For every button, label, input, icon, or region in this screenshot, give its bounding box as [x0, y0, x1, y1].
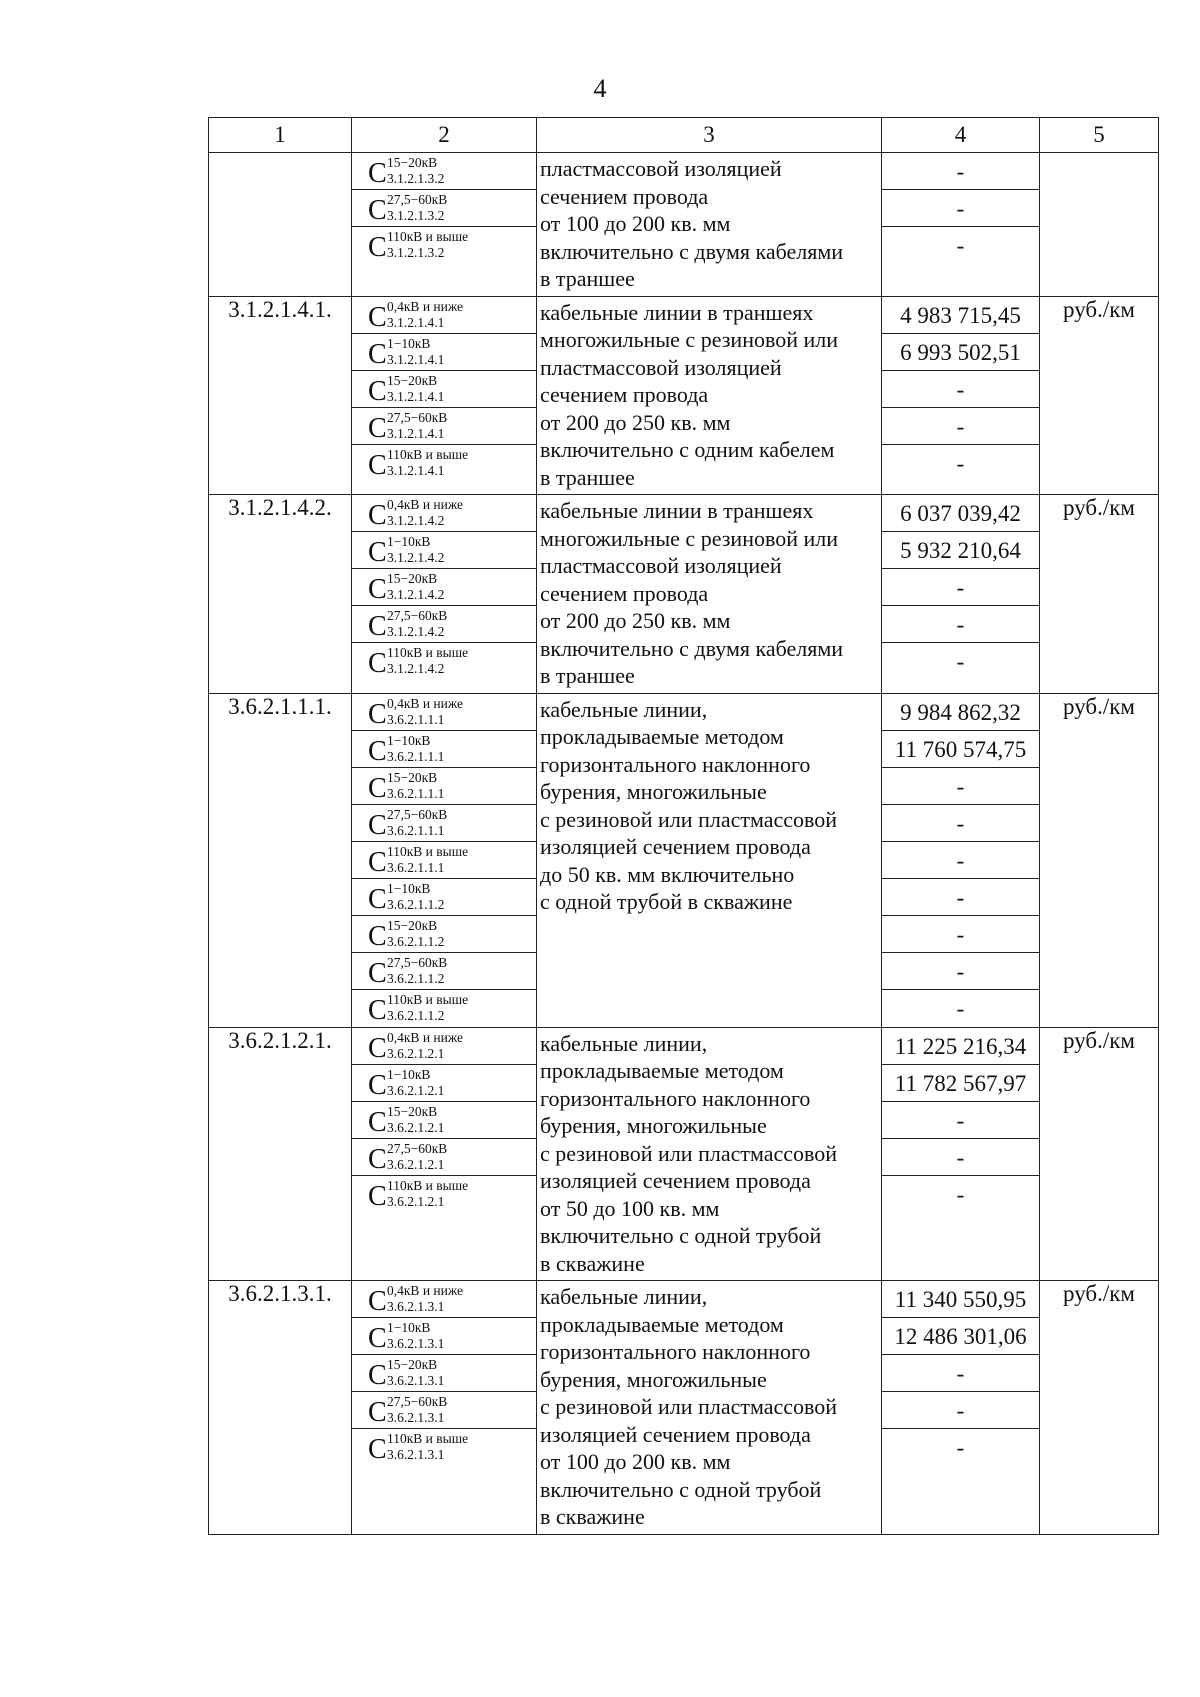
voltage-class: 110кВ и выше	[387, 1177, 469, 1193]
header-col-1: 1	[209, 118, 352, 153]
symbol-cell	[352, 1355, 536, 1392]
description-line: включительно с двумя кабелями	[540, 635, 844, 661]
symbol-cell	[352, 606, 536, 643]
rate-index: 3.6.2.1.1.1	[387, 859, 445, 875]
symbol-cell	[352, 953, 536, 990]
table-group	[209, 296, 1159, 495]
rate-symbol	[352, 371, 536, 407]
table-group	[209, 1281, 1159, 1535]
symbol-cell	[352, 227, 536, 264]
symbol-letter: C	[368, 375, 387, 407]
symbol-letter: C	[368, 158, 387, 189]
symbol-cell	[352, 1102, 536, 1139]
group-unit: руб./км	[1040, 693, 1159, 1027]
rate-index: 3.1.2.1.4.1	[387, 314, 445, 330]
symbol-letter: C	[368, 1323, 387, 1354]
rate-symbol	[352, 1139, 536, 1175]
rate-value: -	[882, 879, 1039, 916]
voltage-class: 110кВ и выше	[387, 446, 469, 462]
group-values	[882, 1281, 1040, 1535]
voltage-class: 27,5−60кВ	[387, 192, 448, 207]
symbol-letter: C	[368, 1069, 387, 1101]
rate-value: -	[956, 649, 965, 674]
group-description	[537, 1027, 882, 1281]
rate-index: 3.1.2.1.4.2	[387, 661, 445, 676]
rate-index: 3.6.2.1.3.1	[387, 1410, 445, 1425]
description-line: сечением провода	[540, 183, 709, 209]
symbol-cell	[352, 643, 536, 680]
description-line: от 50 до 100 кв. мм	[540, 1195, 720, 1221]
rate-value: -	[882, 842, 1039, 879]
symbol-cell	[352, 297, 536, 334]
rate-index: 3.1.2.1.3.2	[387, 208, 445, 223]
rate-symbol	[352, 445, 536, 482]
symbol-cell	[352, 569, 536, 606]
rate-symbol	[352, 1102, 536, 1138]
rate-symbol	[352, 1176, 536, 1213]
rate-value: -	[882, 1139, 1039, 1176]
group-code	[209, 153, 352, 297]
rate-value: 11 225 216,34	[882, 1028, 1039, 1065]
symbol-letter: C	[368, 574, 387, 605]
description-line: от 200 до 250 кв. мм	[540, 409, 731, 435]
symbol-letter: C	[368, 957, 387, 989]
description-line: с одной трубой в скважине	[540, 889, 793, 914]
rate-value: 11 340 550,95	[882, 1281, 1039, 1318]
rate-index: 3.6.2.1.1.1	[387, 822, 445, 838]
rate-symbol	[352, 1281, 536, 1317]
rate-symbol	[352, 805, 536, 841]
symbol-letter: C	[368, 698, 387, 730]
rate-value: -	[956, 1181, 965, 1207]
rate-symbol	[352, 879, 536, 915]
symbol-letter: C	[368, 735, 387, 767]
symbol-letter: C	[368, 1360, 387, 1391]
description-line: прокладываемые методом	[540, 1311, 784, 1337]
description-line: в скважине	[540, 1504, 645, 1529]
rate-index: 3.6.2.1.1.1	[387, 748, 445, 764]
description-line: до 50 кв. мм включительно	[540, 861, 795, 887]
rate-value: -	[956, 233, 965, 258]
rate-index: 3.1.2.1.4.1	[387, 388, 445, 404]
rate-symbol	[352, 297, 536, 333]
description-line: от 100 до 200 кв. мм	[540, 211, 731, 236]
table-group	[209, 693, 1159, 1027]
symbol-cell	[352, 1392, 536, 1429]
description-line: кабельные линии,	[540, 1030, 708, 1056]
symbol-cell	[352, 842, 536, 879]
voltage-class: 15−20кВ	[387, 769, 438, 785]
symbol-letter: C	[368, 883, 387, 915]
symbol-letter: C	[368, 809, 387, 841]
voltage-class: 1−10кВ	[387, 534, 431, 549]
symbol-letter: C	[368, 920, 387, 952]
voltage-class: 0,4кВ и ниже	[387, 695, 464, 711]
description-line: сечением провода	[540, 382, 709, 407]
rate-value: 5 932 210,64	[882, 532, 1039, 569]
rate-symbol	[352, 768, 536, 804]
rate-symbol	[352, 953, 536, 989]
symbol-cell	[352, 731, 536, 768]
rate-symbol	[352, 842, 536, 878]
rate-value: 11 782 567,97	[882, 1065, 1039, 1102]
group-symbols	[352, 693, 537, 1027]
voltage-class: 110кВ и выше	[387, 991, 469, 1007]
group-description	[537, 693, 882, 1027]
description-line: в скважине	[540, 1250, 645, 1276]
voltage-class: 15−20кВ	[387, 1357, 438, 1372]
description-line: с резиновой или пластмассовой	[540, 1140, 838, 1166]
rate-index: 3.1.2.1.3.2	[387, 171, 445, 186]
symbol-letter: C	[368, 1286, 387, 1317]
voltage-class: 15−20кВ	[387, 155, 438, 170]
table-group	[209, 1027, 1159, 1281]
description-line: в траншее	[540, 464, 635, 490]
rate-value: -	[882, 153, 1039, 190]
header-col-5: 5	[1040, 118, 1159, 153]
rate-value: 4 983 715,45	[882, 297, 1039, 334]
voltage-class: 1−10кВ	[387, 335, 431, 351]
rate-value: 6 993 502,51	[882, 334, 1039, 371]
group-code: 3.1.2.1.4.2.	[209, 495, 352, 694]
rate-symbol	[352, 731, 536, 767]
description-line: изоляцией сечением провода	[540, 1168, 811, 1193]
description-line: прокладываемые методом	[540, 724, 784, 749]
rate-value: -	[882, 805, 1039, 842]
symbol-cell	[352, 990, 536, 1027]
description-line: бурения, многожильные	[540, 1113, 767, 1138]
rate-index: 3.6.2.1.3.1	[387, 1299, 445, 1314]
description-line: кабельные линии в траншеях	[540, 498, 814, 523]
voltage-class: 0,4кВ и ниже	[387, 1029, 464, 1045]
description-line: включительно с одним кабелем	[540, 437, 835, 462]
description-line: многожильные с резиновой или	[540, 327, 838, 352]
group-values	[882, 693, 1040, 1027]
description-line: прокладываемые методом	[540, 1058, 784, 1083]
rate-index: 3.6.2.1.1.1	[387, 785, 445, 801]
group-code: 3.6.2.1.1.1.	[209, 693, 352, 1027]
voltage-class: 110кВ и выше	[387, 843, 469, 859]
voltage-class: 27,5−60кВ	[387, 954, 448, 970]
description-line: кабельные линии в траншеях	[540, 299, 814, 325]
description-line: с резиновой или пластмассовой	[540, 1394, 838, 1419]
symbol-letter: C	[368, 1180, 387, 1212]
group-unit: руб./км	[1040, 1027, 1159, 1281]
description-line: от 200 до 250 кв. мм	[540, 608, 731, 633]
rate-value: -	[882, 768, 1039, 805]
description-line: горизонтального наклонного	[540, 1339, 811, 1364]
voltage-class: 27,5−60кВ	[387, 1140, 448, 1156]
rate-symbol	[352, 990, 536, 1027]
rate-index: 3.6.2.1.1.2	[387, 896, 445, 912]
symbol-cell	[352, 371, 536, 408]
rate-symbol	[352, 1392, 536, 1428]
rate-symbol	[352, 569, 536, 605]
rate-symbol	[352, 694, 536, 730]
rate-symbol	[352, 643, 536, 680]
tariff-table	[208, 117, 1159, 1535]
symbol-letter: C	[368, 301, 387, 333]
group-values	[882, 153, 1040, 297]
rate-value: -	[882, 371, 1039, 408]
group-symbols	[352, 1281, 537, 1535]
symbol-cell	[352, 495, 536, 532]
voltage-class: 27,5−60кВ	[387, 806, 448, 822]
voltage-class: 0,4кВ и ниже	[387, 1283, 464, 1298]
symbol-cell	[352, 334, 536, 371]
group-code: 3.1.2.1.4.1.	[209, 296, 352, 495]
symbol-cell	[352, 694, 536, 731]
table-group	[209, 495, 1159, 694]
description-line: изоляцией сечением провода	[540, 1421, 811, 1447]
description-line: сечением провода	[540, 580, 709, 606]
symbol-letter: C	[368, 232, 387, 263]
description-line: от 100 до 200 кв. мм	[540, 1449, 731, 1474]
symbol-cell	[352, 879, 536, 916]
voltage-class: 0,4кВ и ниже	[387, 497, 464, 512]
group-description	[537, 495, 882, 694]
description-line: бурения, многожильные	[540, 779, 767, 804]
symbol-cell	[352, 408, 536, 445]
rate-index: 3.6.2.1.2.1	[387, 1082, 445, 1098]
rate-value: -	[882, 190, 1039, 227]
header-col-3: 3	[537, 118, 882, 153]
symbol-cell	[352, 1318, 536, 1355]
rate-symbol	[352, 408, 536, 444]
symbol-letter: C	[368, 537, 387, 568]
group-unit: руб./км	[1040, 1281, 1159, 1535]
rate-index: 3.6.2.1.2.1	[387, 1119, 445, 1135]
rate-index: 3.6.2.1.1.2	[387, 970, 445, 986]
rate-index: 3.6.2.1.2.1	[387, 1156, 445, 1172]
group-symbols	[352, 1027, 537, 1281]
group-description	[537, 153, 882, 297]
rate-symbol	[352, 606, 536, 642]
group-symbols	[352, 153, 537, 297]
rate-symbol	[352, 334, 536, 370]
voltage-class: 15−20кВ	[387, 372, 438, 388]
rate-value: -	[956, 450, 965, 476]
symbol-cell	[352, 1281, 536, 1318]
description-line: включительно с двумя кабелями	[540, 238, 844, 264]
rate-index: 3.6.2.1.2.1	[387, 1193, 445, 1209]
voltage-class: 0,4кВ и ниже	[387, 298, 464, 314]
rate-index: 3.1.2.1.3.2	[387, 245, 445, 260]
rate-value: -	[882, 569, 1039, 606]
rate-index: 3.6.2.1.3.1	[387, 1447, 445, 1462]
symbol-letter: C	[368, 846, 387, 878]
symbol-letter: C	[368, 338, 387, 370]
rate-symbol	[352, 495, 536, 531]
rate-value: 12 486 301,06	[882, 1318, 1039, 1355]
description-line: с резиновой или пластмассовой	[540, 806, 838, 832]
voltage-class: 110кВ и выше	[387, 645, 469, 660]
rate-symbol	[352, 1355, 536, 1391]
symbol-letter: C	[368, 412, 387, 444]
description-line: пластмассовой изоляцией	[540, 156, 782, 181]
header-col-4: 4	[882, 118, 1040, 153]
description-line: включительно с одной трубой	[540, 1223, 822, 1248]
table-header-row	[209, 118, 1159, 153]
symbol-cell	[352, 805, 536, 842]
symbol-cell	[352, 1139, 536, 1176]
rate-index: 3.1.2.1.4.2	[387, 624, 445, 639]
rate-value: -	[882, 1355, 1039, 1392]
symbol-letter: C	[368, 449, 387, 481]
voltage-class: 110кВ и выше	[387, 1431, 469, 1446]
rate-index: 3.1.2.1.4.2	[387, 587, 445, 602]
rate-value: -	[882, 953, 1039, 990]
rate-value: -	[956, 995, 965, 1021]
group-symbols	[352, 495, 537, 694]
description-line: пластмассовой изоляцией	[540, 553, 782, 578]
rate-index: 3.1.2.1.4.2	[387, 513, 445, 528]
group-unit: руб./км	[1040, 296, 1159, 495]
group-values	[882, 296, 1040, 495]
symbol-letter: C	[368, 611, 387, 642]
rate-symbol	[352, 916, 536, 952]
rate-value: -	[956, 1435, 965, 1460]
symbol-cell	[352, 1028, 536, 1065]
group-description	[537, 296, 882, 495]
voltage-class: 27,5−60кВ	[387, 1394, 448, 1409]
group-unit	[1040, 153, 1159, 297]
rate-index: 3.6.2.1.2.1	[387, 1045, 445, 1061]
group-description	[537, 1281, 882, 1535]
rate-symbol	[352, 190, 536, 226]
symbol-letter: C	[368, 500, 387, 531]
header-col-2: 2	[352, 118, 537, 153]
rate-value: -	[882, 606, 1039, 643]
symbol-letter: C	[368, 1397, 387, 1428]
rate-index: 3.6.2.1.1.2	[387, 1007, 445, 1023]
rate-symbol	[352, 227, 536, 264]
rate-value: -	[882, 916, 1039, 953]
description-line: изоляцией сечением провода	[540, 834, 811, 859]
voltage-class: 110кВ и выше	[387, 229, 469, 244]
rate-index: 3.1.2.1.4.1	[387, 425, 445, 441]
symbol-letter: C	[368, 1143, 387, 1175]
symbol-cell	[352, 445, 536, 482]
symbol-letter: C	[368, 195, 387, 226]
rate-value: -	[882, 1392, 1039, 1429]
rate-symbol	[352, 153, 536, 189]
symbol-cell	[352, 916, 536, 953]
description-line: пластмассовой изоляцией	[540, 354, 782, 380]
symbol-letter: C	[368, 772, 387, 804]
symbol-letter: C	[368, 994, 387, 1026]
voltage-class: 15−20кВ	[387, 571, 438, 586]
symbol-letter: C	[368, 1106, 387, 1138]
rate-value: 9 984 862,32	[882, 694, 1039, 731]
group-unit: руб./км	[1040, 495, 1159, 694]
voltage-class: 15−20кВ	[387, 917, 438, 933]
symbol-cell	[352, 1176, 536, 1213]
symbol-cell	[352, 1065, 536, 1102]
group-symbols	[352, 296, 537, 495]
voltage-class: 27,5−60кВ	[387, 409, 448, 425]
group-code: 3.6.2.1.2.1.	[209, 1027, 352, 1281]
rate-symbol	[352, 1028, 536, 1064]
description-line: в траншее	[540, 266, 635, 291]
rate-value: -	[882, 408, 1039, 445]
symbol-letter: C	[368, 1434, 387, 1465]
rate-index: 3.1.2.1.4.2	[387, 550, 445, 565]
description-line: включительно с одной трубой	[540, 1476, 822, 1502]
rate-index: 3.1.2.1.4.1	[387, 351, 445, 367]
rate-symbol	[352, 1429, 536, 1466]
rate-symbol	[352, 532, 536, 568]
voltage-class: 15−20кВ	[387, 1103, 438, 1119]
description-line: многожильные с резиновой или	[540, 525, 838, 551]
page-number: 4	[593, 74, 607, 103]
description-line: горизонтального наклонного	[540, 1085, 811, 1111]
symbol-cell	[352, 153, 536, 190]
symbol-letter: C	[368, 1032, 387, 1064]
symbol-cell	[352, 190, 536, 227]
description-line: бурения, многожильные	[540, 1366, 767, 1392]
rate-value: 6 037 039,42	[882, 495, 1039, 532]
group-values	[882, 495, 1040, 694]
rate-symbol	[352, 1065, 536, 1101]
symbol-cell	[352, 532, 536, 569]
symbol-cell	[352, 768, 536, 805]
description-line: кабельные линии,	[540, 1284, 708, 1309]
voltage-class: 1−10кВ	[387, 732, 431, 748]
voltage-class: 1−10кВ	[387, 880, 431, 896]
symbol-letter: C	[368, 648, 387, 679]
rate-value: 11 760 574,75	[882, 731, 1039, 768]
voltage-class: 27,5−60кВ	[387, 608, 448, 623]
description-line: горизонтального наклонного	[540, 751, 811, 777]
table-group	[209, 153, 1159, 297]
rate-value: -	[882, 1102, 1039, 1139]
rate-index: 3.6.2.1.1.2	[387, 933, 445, 949]
voltage-class: 1−10кВ	[387, 1066, 431, 1082]
rate-index: 3.1.2.1.4.1	[387, 462, 445, 478]
rate-index: 3.6.2.1.1.1	[387, 711, 445, 727]
group-values	[882, 1027, 1040, 1281]
symbol-cell	[352, 1429, 536, 1466]
group-code: 3.6.2.1.3.1.	[209, 1281, 352, 1535]
description-line: в траншее	[540, 663, 635, 688]
voltage-class: 1−10кВ	[387, 1320, 431, 1335]
rate-index: 3.6.2.1.3.1	[387, 1373, 445, 1388]
rate-index: 3.6.2.1.3.1	[387, 1336, 445, 1351]
rate-symbol	[352, 1318, 536, 1354]
description-line: кабельные линии,	[540, 696, 708, 722]
